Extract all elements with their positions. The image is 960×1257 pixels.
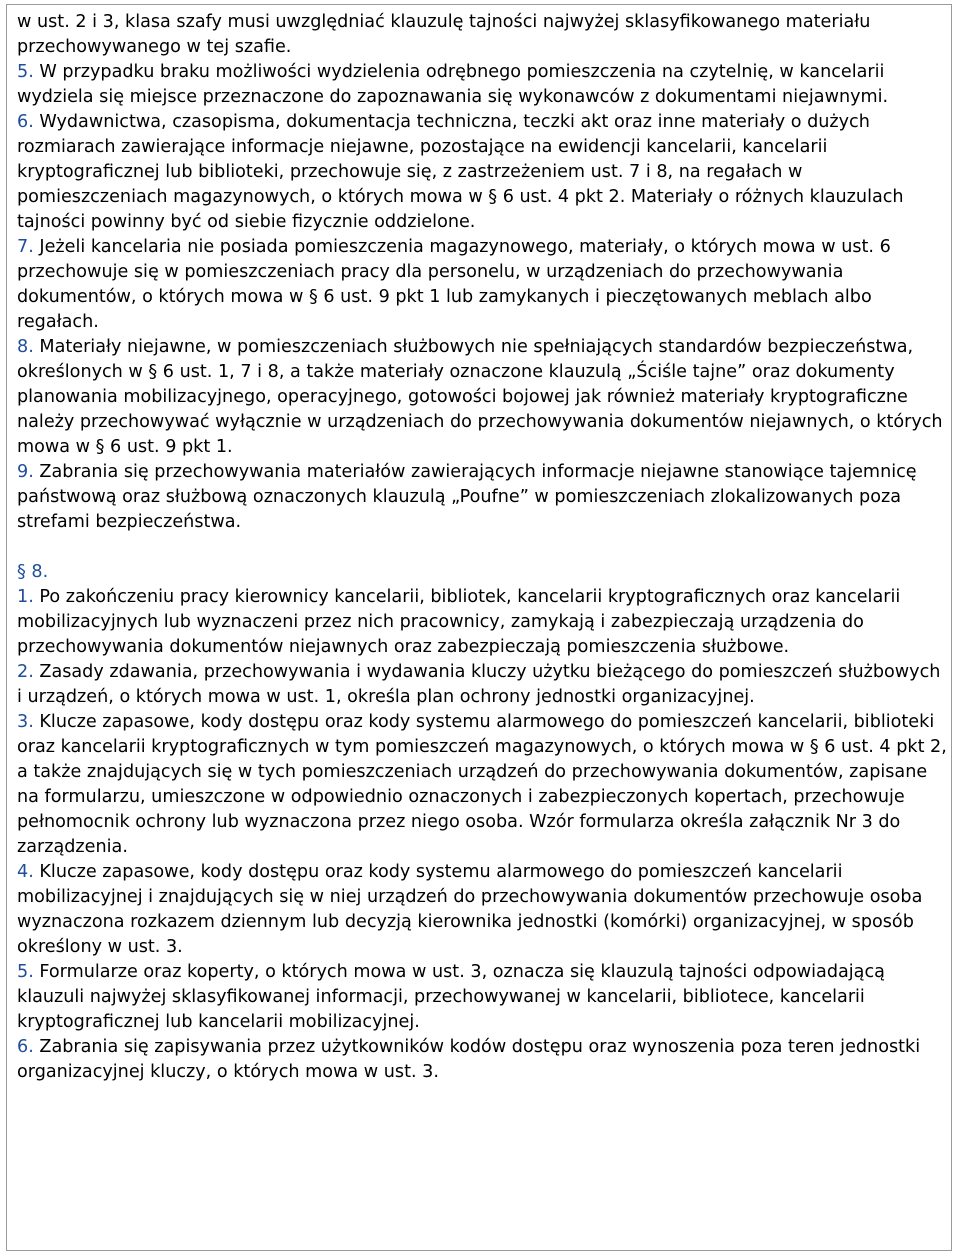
item-text: Zabrania się zapisywania przez użytkowników kodów dostępu oraz wynoszenia poza teren jednostki organizacyjnej kluczy, o których mowa w ust. 3. bbox=[17, 1037, 921, 1082]
item-number: 5. bbox=[17, 962, 34, 982]
section8-item-3 bbox=[17, 710, 947, 860]
section-heading: § 8. bbox=[17, 562, 49, 582]
item-number: 5. bbox=[17, 62, 34, 82]
section8-item-2 bbox=[17, 660, 947, 710]
document-body bbox=[17, 10, 947, 1085]
item-text: Wydawnictwa, czasopisma, dokumentacja techniczna, teczki akt oraz inne materiały o dużych rozmiarach zawierające informacje niejawne, pozostające na ewidencji kancelarii, kancelarii kryptograficznej lub biblioteki, przechowuje się, z zastrzeżeniem ust. 7 i 8, na regałach w pomieszczeniach magazynowych, o których mowa w § 6 ust. 4 pkt 2. Materiały o różnych klauzulach tajności powinny być od siebie fizycznie oddzielone. bbox=[17, 112, 904, 232]
section8-item-6 bbox=[17, 1035, 947, 1085]
item-text: Zabrania się przechowywania materiałów zawierających informacje niejawne stanowiące tajemnicę państwową oraz służbową oznaczonych klauzulą „Poufne” w pomieszczeniach zlokalizowanych poza strefami bezpieczeństwa. bbox=[17, 462, 917, 532]
paragraph-item-9 bbox=[17, 460, 947, 535]
item-number: 8. bbox=[17, 337, 34, 357]
item-text: Materiały niejawne, w pomieszczeniach służbowych nie spełniających standardów bezpieczeństwa, określonych w § 6 ust. 1, 7 i 8, a także materiały oznaczone klauzulą „Ściśle tajne” oraz dokumenty planowania mobilizacyjnego, operacyjnego, gotowości bojowej jak również materiały kryptograficzne należy przechowywać wyłącznie w urządzeniach do przechowywania dokumentów niejawnych, o których mowa w § 6 ust. 9 pkt 1. bbox=[17, 337, 943, 457]
item-text: Jeżeli kancelaria nie posiada pomieszczenia magazynowego, materiały, o których mowa w ust. 6 przechowuje się w pomieszczeniach pracy dla personelu, w urządzeniach do przechowywania dokumentów, o których mowa w § 6 ust. 9 pkt 1 lub zamykanych i pieczętowanych meblach albo regałach. bbox=[17, 237, 891, 332]
item-number: 4. bbox=[17, 862, 34, 882]
item-number: 6. bbox=[17, 112, 34, 132]
paragraph-item-7 bbox=[17, 235, 947, 335]
paragraph-item-8 bbox=[17, 335, 947, 460]
section-spacer bbox=[17, 535, 947, 560]
paragraph-intro: w ust. 2 i 3, klasa szafy musi uwzględniać klauzulę tajności najwyżej sklasyfikowanego materiału przechowywanego w tej szafie. bbox=[17, 12, 871, 57]
item-text: Klucze zapasowe, kody dostępu oraz kody systemu alarmowego do pomieszczeń kancelarii mobilizacyjnej i znajdujących się w niej urządzeń do przechowywania dokumentów przechowuje osoba wyznaczona rozkazem dziennym lub decyzją kierownika jednostki (komórki) organizacyjnej, w sposób określony w ust. 3. bbox=[17, 862, 923, 957]
section8-item-4 bbox=[17, 860, 947, 960]
item-number: 1. bbox=[17, 587, 34, 607]
item-text: Po zakończeniu pracy kierownicy kancelarii, bibliotek, kancelarii kryptograficznych oraz kancelarii mobilizacyjnych lub wyznaczeni przez nich pracownicy, zamykają i zabezpieczają urządzenia do przechowywania dokumentów niejawnych oraz zabezpieczają pomieszczenia służbowe. bbox=[17, 587, 901, 657]
item-number: 7. bbox=[17, 237, 34, 257]
section8-item-1 bbox=[17, 585, 947, 660]
item-text: Zasady zdawania, przechowywania i wydawania kluczy użytku bieżącego do pomieszczeń służbowych i urządzeń, o których mowa w ust. 1, określa plan ochrony jednostki organizacyjnej. bbox=[17, 662, 941, 707]
paragraph-item-6 bbox=[17, 110, 947, 235]
item-text: Klucze zapasowe, kody dostępu oraz kody systemu alarmowego do pomieszczeń kancelarii, biblioteki oraz kancelarii kryptograficznych w tym pomieszczeń magazynowych, o których mowa w § 6 ust. 4 pkt 2, a także znajdujących się w tych pomieszczeniach urządzeń do przechowywania dokumentów, zapisane na formularzu, umieszczone w odpowiednio oznaczonych i zabezpieczonych kopertach, przechowuje pełnomocnik ochrony lub wyznaczona przez niego osoba. Wzór formularza określa załącznik Nr 3 do zarządzenia. bbox=[17, 712, 947, 857]
item-text: W przypadku braku możliwości wydzielenia odrębnego pomieszczenia na czytelnię, w kancelarii wydziela się miejsce przeznaczone do zapoznawania się wykonawców z dokumentami niejawnymi. bbox=[17, 62, 889, 107]
item-text: Formularze oraz koperty, o których mowa w ust. 3, oznacza się klauzulą tajności odpowiadającą klauzuli najwyżej sklasyfikowanej informacji, przechowywanej w kancelarii, bibliotece, kancelarii kryptograficznej lub kancelarii mobilizacyjnej. bbox=[17, 962, 885, 1032]
paragraph-item-5 bbox=[17, 60, 947, 110]
section8-item-5 bbox=[17, 960, 947, 1035]
item-number: 9. bbox=[17, 462, 34, 482]
item-number: 3. bbox=[17, 712, 34, 732]
item-number: 2. bbox=[17, 662, 34, 682]
item-number: 6. bbox=[17, 1037, 34, 1057]
